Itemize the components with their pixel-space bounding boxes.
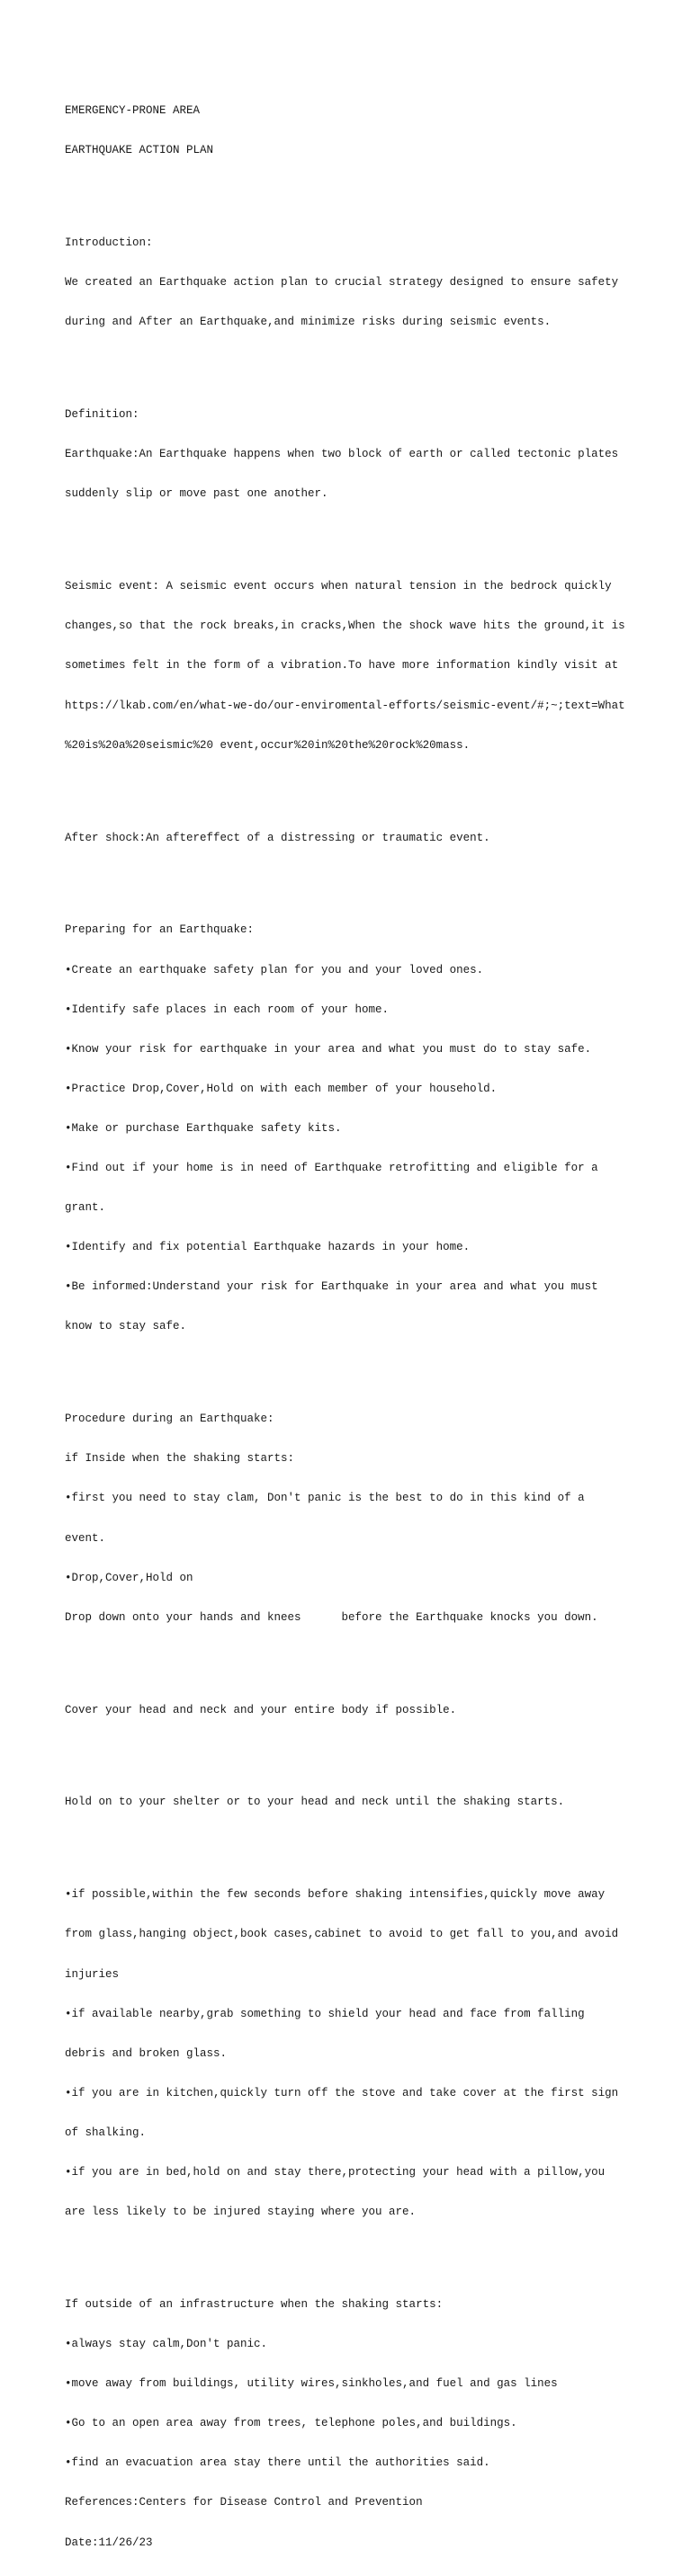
preparing-list-item: •Find out if your home is in need of Earthquake retrofitting and eligible for a [65,1161,598,1174]
inside-tip-item: •if you are in bed,hold on and stay there,protecting your head with a pillow,you [65,2166,606,2179]
inside-tip-item: injuries [65,1967,120,1981]
seismic-event-link[interactable]: %20is%20a%20seismic%20 event,occur%20in%20the%20rock%20mass. [65,738,471,752]
document-title-plan: EARTHQUAKE ACTION PLAN [65,144,214,157]
outside-list-item: •always stay calm,Don't panic. [65,2338,268,2351]
spacer [65,183,641,197]
spacer [65,1651,641,1664]
introduction-text: We created an Earthquake action plan to crucial strategy designed to ensure safety [65,276,619,290]
procedure-text: Drop down onto your hands and knees before the Earthquake knocks you down. [65,1610,598,1624]
preparing-list-item: know to stay safe. [65,1320,187,1333]
inside-tip-item: are less likely to be injured staying where you are. [65,2206,417,2219]
cover-text: Cover your head and neck and your entire body if possible. [65,1703,457,1716]
after-shock-text: After shock:An aftereffect of a distressing or traumatic event. [65,831,490,844]
inside-tip-item: from glass,hanging object,book cases,cabinet to avoid to get fall to you,and avoid [65,1928,619,1941]
outside-heading: If outside of an infrastructure when the shaking starts: [65,2298,444,2312]
inside-tip-item: debris and broken glass. [65,2046,228,2060]
preparing-list-item: •Know your risk for earthquake in your area and what you must do to stay safe. [65,1042,592,1056]
spacer [65,779,641,792]
hold-text: Hold on to your shelter or to your head and neck until the shaking starts. [65,1796,565,1809]
document-title-area: EMERGENCY-PRONE AREA [65,104,201,118]
preparing-list-item: •Practice Drop,Cover,Hold on with each member of your household. [65,1082,498,1095]
preparing-list-item: •Create an earthquake safety plan for you and your loved ones. [65,963,484,976]
introduction-heading: Introduction: [65,236,153,250]
preparing-list-item: •Identify and fix potential Earthquake hazards in your home. [65,1241,471,1254]
preparing-list-item: •Be informed:Understand your risk for Earthquake in your area and what you must [65,1280,598,1294]
preparing-list-item: •Make or purchase Earthquake safety kits. [65,1121,342,1135]
definition-text: Earthquake:An Earthquake happens when two block of earth or called tectonic plates [65,448,619,461]
seismic-event-text: changes,so that the rock breaks,in cracks,When the shock wave hits the ground,it is [65,619,625,633]
definition-text: suddenly slip or move past one another. [65,487,328,501]
procedure-text: event. [65,1531,106,1545]
procedure-text: •first you need to stay clam, Don't panic is the best to do in this kind of a [65,1492,585,1505]
outside-list-item: •move away from buildings, utility wires,sinkholes,and fuel and gas lines [65,2377,558,2391]
inside-tip-item: •if possible,within the few seconds before shaking intensifies,quickly move away [65,1888,606,1902]
preparing-list-item: grant. [65,1201,106,1215]
preparing-heading: Preparing for an Earthquake: [65,923,255,937]
spacer [65,1359,641,1373]
outside-list-item: •find an evacuation area stay there until the authorities said. [65,2456,490,2470]
inside-tip-item: of shalking. [65,2126,147,2139]
procedure-heading: Procedure during an Earthquake: [65,1413,274,1426]
spacer [65,527,641,540]
spacer [65,871,641,885]
inside-tip-item: •if available nearby,grab something to shield your head and face from falling [65,2007,585,2020]
definition-heading: Definition: [65,408,139,422]
spacer [65,1836,641,1850]
seismic-event-link[interactable]: https://lkab.com/en/what-we-do/our-enviromental-efforts/seismic-event/#;~;text=What [65,699,625,712]
document-page [65,65,641,2576]
spacer [65,1743,641,1757]
procedure-text: •Drop,Cover,Hold on [65,1571,193,1584]
introduction-text: during and After an Earthquake,and minimize risks during seismic events. [65,316,552,329]
spacer [65,2245,641,2259]
seismic-event-text: sometimes felt in the form of a vibration.To have more information kindly visit at [65,659,619,673]
document-date: Date:11/26/23 [65,2536,153,2549]
seismic-event-text: Seismic event: A seismic event occurs when natural tension in the bedrock quickly [65,580,612,593]
outside-list-item: •Go to an open area away from trees, telephone poles,and buildings. [65,2417,517,2430]
preparing-list-item: •Identify safe places in each room of your home. [65,1003,390,1016]
procedure-text: if Inside when the shaking starts: [65,1452,295,1466]
inside-tip-item: •if you are in kitchen,quickly turn off the stove and take cover at the first sign [65,2086,619,2099]
spacer [65,355,641,369]
references-text: References:Centers for Disease Control and Prevention [65,2496,423,2509]
